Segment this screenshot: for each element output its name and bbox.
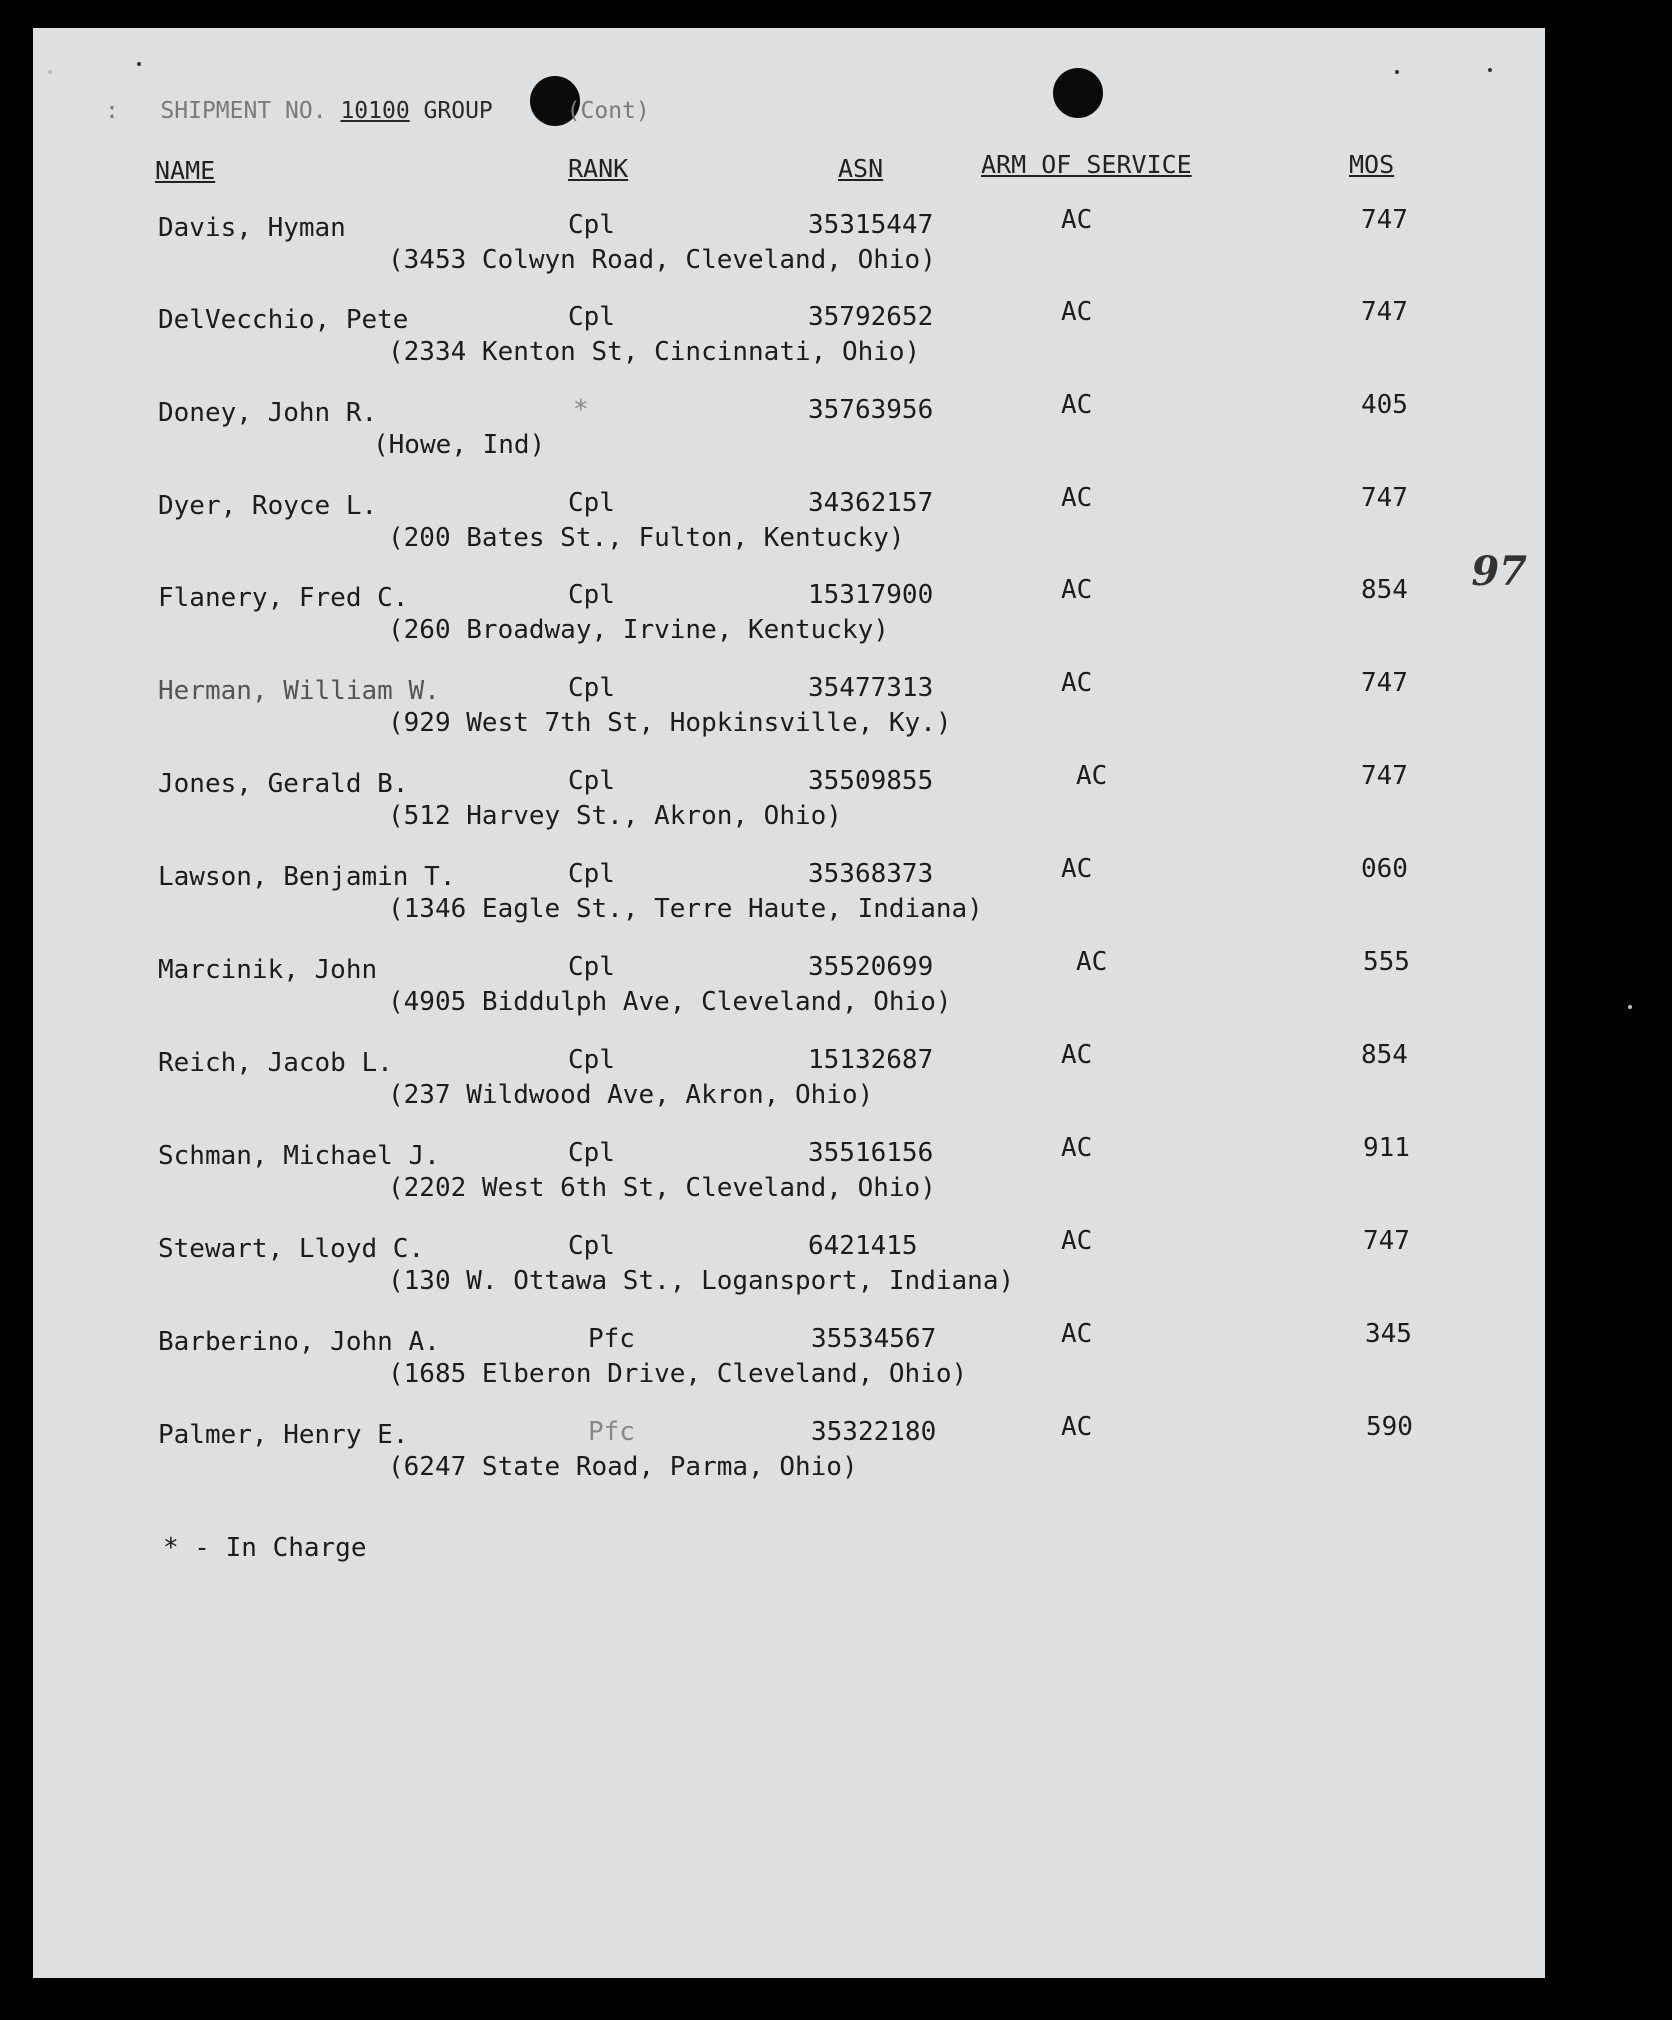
soldier-name: Herman, William W. — [158, 676, 440, 706]
soldier-name: DelVecchio, Pete — [158, 305, 409, 335]
soldier-mos: 747 — [1363, 1226, 1410, 1256]
soldier-rank: Pfc — [588, 1324, 635, 1354]
soldier-rank: Pfc — [588, 1417, 635, 1447]
soldier-rank: Cpl — [568, 952, 615, 982]
soldier-address: (2334 Kenton St, Cincinnati, Ohio) — [388, 337, 921, 367]
soldier-rank: Cpl — [568, 766, 615, 796]
speck — [1628, 1005, 1632, 1009]
shipment-number: 10100 — [340, 98, 410, 124]
soldier-arm: AC — [1076, 947, 1108, 977]
soldier-asn: 35368373 — [808, 859, 934, 889]
soldier-asn: 35763956 — [808, 395, 934, 425]
soldier-address: (1685 Elberon Drive, Cleveland, Ohio) — [388, 1359, 968, 1389]
soldier-address: (237 Wildwood Ave, Akron, Ohio) — [388, 1080, 874, 1110]
soldier-mos: 747 — [1361, 761, 1408, 791]
soldier-asn: 35534567 — [811, 1324, 937, 1354]
roster-row — [33, 483, 1545, 581]
soldier-rank: Cpl — [568, 1138, 615, 1168]
roster-row — [33, 575, 1545, 673]
soldier-asn: 35516156 — [808, 1138, 934, 1168]
soldier-mos: 854 — [1361, 1040, 1408, 1070]
soldier-rank: Cpl — [568, 580, 615, 610]
soldier-arm: AC — [1061, 483, 1093, 513]
roster-row — [33, 761, 1545, 859]
soldier-address: (2202 West 6th St, Cleveland, Ohio) — [388, 1173, 936, 1203]
in-charge-footnote: * - In Charge — [163, 1533, 367, 1563]
soldier-rank: Cpl — [568, 488, 615, 518]
soldier-rank: Cpl — [568, 210, 615, 240]
roster-row — [33, 947, 1545, 1045]
soldier-address: (512 Harvey St., Akron, Ohio) — [388, 801, 842, 831]
group-note: (Cont) — [566, 98, 650, 124]
soldier-rank: Cpl — [568, 1045, 615, 1075]
roster-row — [33, 390, 1545, 488]
soldier-name: Stewart, Lloyd C. — [158, 1234, 425, 1264]
soldier-arm: AC — [1061, 575, 1093, 605]
soldier-address: (3453 Colwyn Road, Cleveland, Ohio) — [388, 245, 936, 275]
speck — [1488, 68, 1492, 72]
soldier-address: (929 West 7th St, Hopkinsville, Ky.) — [388, 708, 952, 738]
soldier-rank: * — [573, 395, 589, 425]
soldier-asn: 15317900 — [808, 580, 934, 610]
roster-row — [33, 668, 1545, 766]
roster-row — [33, 1412, 1545, 1510]
roster-row — [33, 1133, 1545, 1231]
soldier-name: Marcinik, John — [158, 955, 378, 985]
soldier-name: Palmer, Henry E. — [158, 1420, 409, 1450]
soldier-name: Dyer, Royce L. — [158, 491, 378, 521]
soldier-mos: 590 — [1366, 1412, 1413, 1442]
soldier-name: Reich, Jacob L. — [158, 1048, 393, 1078]
roster-row — [33, 205, 1545, 303]
soldier-name: Davis, Hyman — [158, 213, 346, 243]
soldier-rank: Cpl — [568, 302, 615, 332]
column-header-arm: ARM OF SERVICE — [981, 150, 1192, 179]
soldier-mos: 405 — [1361, 390, 1408, 420]
soldier-address: (200 Bates St., Fulton, Kentucky) — [388, 523, 905, 553]
soldier-asn: 35477313 — [808, 673, 934, 703]
roster-row — [33, 1226, 1545, 1324]
soldier-arm: AC — [1061, 1412, 1093, 1442]
roster-row — [33, 1040, 1545, 1138]
column-header-mos: MOS — [1349, 150, 1395, 179]
punch-hole-right — [1053, 68, 1103, 118]
soldier-mos: 060 — [1361, 854, 1408, 884]
soldier-name: Schman, Michael J. — [158, 1141, 440, 1171]
soldier-name: Doney, John R. — [158, 398, 378, 428]
soldier-address: (130 W. Ottawa St., Logansport, Indiana) — [388, 1266, 1015, 1296]
soldier-mos: 747 — [1361, 205, 1408, 235]
soldier-rank: Cpl — [568, 673, 615, 703]
soldier-arm: AC — [1061, 1040, 1093, 1070]
roster-row — [33, 297, 1545, 395]
column-header-asn: ASN — [838, 154, 884, 183]
soldier-arm: AC — [1061, 297, 1093, 327]
roster-row — [33, 854, 1545, 952]
soldier-asn: 34362157 — [808, 488, 934, 518]
soldier-arm: AC — [1061, 1319, 1093, 1349]
soldier-arm: AC — [1076, 761, 1108, 791]
soldier-arm: AC — [1061, 854, 1093, 884]
soldier-address: (1346 Eagle St., Terre Haute, Indiana) — [388, 894, 983, 924]
speck — [48, 70, 52, 74]
soldier-mos: 345 — [1365, 1319, 1412, 1349]
document-header — [105, 98, 650, 124]
soldier-name: Lawson, Benjamin T. — [158, 862, 456, 892]
soldier-arm: AC — [1061, 668, 1093, 698]
speck — [1395, 70, 1399, 74]
soldier-mos: 555 — [1363, 947, 1410, 977]
soldier-mos: 747 — [1361, 483, 1408, 513]
soldier-asn: 35509855 — [808, 766, 934, 796]
roster-row — [33, 1319, 1545, 1417]
column-header-rank: RANK — [568, 154, 629, 183]
soldier-rank: Cpl — [568, 859, 615, 889]
header-title: SHIPMENT NO. — [160, 98, 327, 124]
header-prefix: : — [105, 98, 147, 124]
soldier-mos: 747 — [1361, 668, 1408, 698]
soldier-mos: 911 — [1363, 1133, 1410, 1163]
soldier-address: (Howe, Ind) — [373, 430, 546, 460]
soldier-address: (260 Broadway, Irvine, Kentucky) — [388, 615, 889, 645]
speck — [137, 62, 141, 66]
soldier-address: (4905 Biddulph Ave, Cleveland, Ohio) — [388, 987, 952, 1017]
group-label: GROUP — [423, 98, 493, 124]
soldier-mos: 854 — [1361, 575, 1408, 605]
soldier-address: (6247 State Road, Parma, Ohio) — [388, 1452, 858, 1482]
soldier-asn: 35520699 — [808, 952, 934, 982]
soldier-name: Jones, Gerald B. — [158, 769, 409, 799]
soldier-asn: 35315447 — [808, 210, 934, 240]
soldier-asn: 35322180 — [811, 1417, 937, 1447]
soldier-asn: 6421415 — [808, 1231, 918, 1261]
soldier-name: Barberino, John A. — [158, 1327, 440, 1357]
page-number: 97 — [1471, 548, 1527, 595]
soldier-arm: AC — [1061, 1133, 1093, 1163]
soldier-mos: 747 — [1361, 297, 1408, 327]
soldier-rank: Cpl — [568, 1231, 615, 1261]
column-header-name: NAME — [155, 156, 216, 185]
soldier-name: Flanery, Fred C. — [158, 583, 409, 613]
soldier-arm: AC — [1061, 1226, 1093, 1256]
document-page — [33, 28, 1545, 1978]
soldier-arm: AC — [1061, 390, 1093, 420]
soldier-arm: AC — [1061, 205, 1093, 235]
soldier-asn: 35792652 — [808, 302, 934, 332]
soldier-asn: 15132687 — [808, 1045, 934, 1075]
